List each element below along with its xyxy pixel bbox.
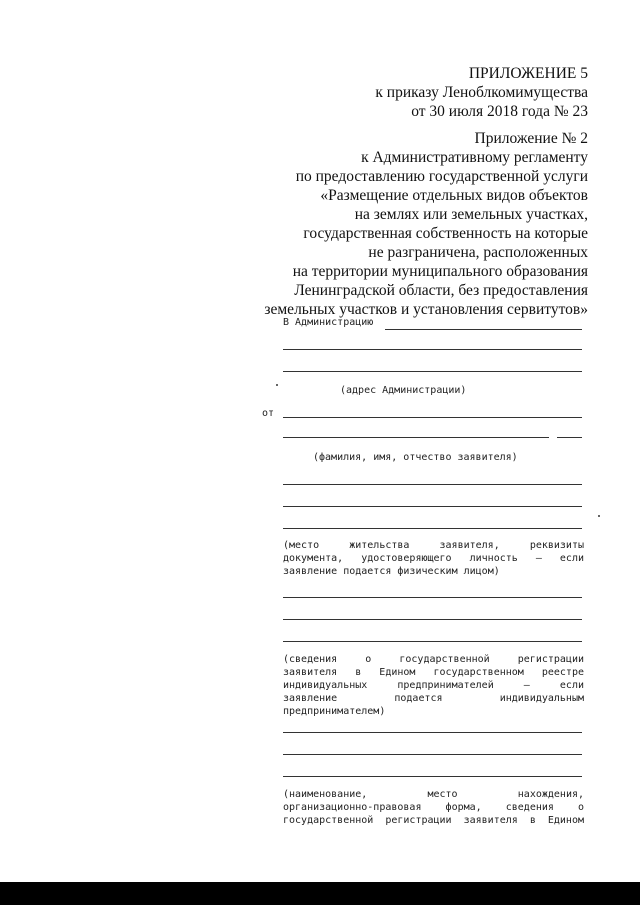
applicant-name-line-2b[interactable]	[557, 437, 582, 438]
ip-field-line-1[interactable]	[283, 597, 582, 598]
scan-speck	[598, 515, 600, 517]
residence-field-line-1[interactable]	[283, 484, 582, 485]
appendix-2-title: Приложение № 2	[474, 130, 588, 147]
org-caption-line-2: организационно-правовая форма, сведения о	[283, 802, 584, 813]
order-reference-block	[375, 64, 588, 121]
regulation-line-2: по предоставлению государственной услуги	[295, 168, 588, 185]
applicant-name-caption: (фамилия, имя, отчество заявителя)	[313, 452, 518, 463]
org-field-line-1[interactable]	[283, 732, 582, 733]
org-caption-line-1: (наименование, место нахождения,	[283, 789, 584, 800]
regulation-line-8: Ленинградской области, без предоставления	[294, 282, 588, 299]
regulation-line-9: земельных участков и установления сервитутов»	[264, 301, 588, 318]
administration-field-line-1[interactable]	[385, 329, 582, 330]
regulation-line-4: на землях или земельных участках,	[354, 206, 588, 223]
appendix-5-title: ПРИЛОЖЕНИЕ 5	[468, 65, 588, 82]
ip-caption-line-4: заявление подается индивидуальным	[283, 693, 584, 704]
regulation-line-3: «Размещение отдельных видов объектов	[320, 187, 588, 204]
ip-registration-caption	[283, 653, 584, 718]
residence-caption-line-2: документа, удостоверяющего личность – если	[283, 553, 584, 564]
order-date-line: от 30 июля 2018 года № 23	[411, 103, 588, 120]
from-label: от	[262, 408, 275, 419]
ip-caption-line-5: предпринимателем)	[283, 706, 386, 717]
org-field-line-2[interactable]	[283, 754, 582, 755]
regulation-line-5: государственная собственность на которые	[303, 225, 588, 242]
org-caption-line-3: государственной регистрации заявителя в Едином	[283, 815, 584, 826]
ip-caption-line-3: индивидуальных предпринимателей – если	[283, 680, 584, 691]
regulation-line-7: на территории муниципального образования	[292, 263, 588, 280]
ip-field-line-3[interactable]	[283, 641, 582, 642]
residence-caption	[283, 539, 584, 578]
regulation-reference-block	[264, 129, 588, 319]
administration-field-line-2[interactable]	[283, 349, 582, 350]
residence-caption-line-1: (место жительства заявителя, реквизиты	[283, 540, 584, 551]
applicant-name-line-2[interactable]	[283, 437, 549, 438]
regulation-line-1: к Административному регламенту	[361, 149, 588, 166]
administration-field-line-3[interactable]	[283, 371, 582, 372]
residence-field-line-3[interactable]	[283, 528, 582, 529]
organization-caption	[283, 788, 584, 827]
ip-field-line-2[interactable]	[283, 619, 582, 620]
ip-caption-line-1: (сведения о государственной регистрации	[283, 654, 584, 665]
administration-address-caption: (адрес Администрации)	[340, 385, 467, 396]
to-administration-label: В Администрацию	[283, 317, 374, 328]
residence-caption-line-3: заявление подается физическим лицом)	[283, 566, 500, 577]
residence-field-line-2[interactable]	[283, 506, 582, 507]
applicant-name-line-1[interactable]	[283, 417, 582, 418]
scan-bottom-edge	[0, 882, 640, 905]
org-field-line-3[interactable]	[283, 776, 582, 777]
order-line: к приказу Леноблкомимущества	[375, 84, 588, 101]
ip-caption-line-2: заявителя в Едином государственном реестре	[283, 667, 584, 678]
scan-speck	[276, 384, 278, 386]
regulation-line-6: не разграничена, расположенных	[368, 244, 588, 261]
